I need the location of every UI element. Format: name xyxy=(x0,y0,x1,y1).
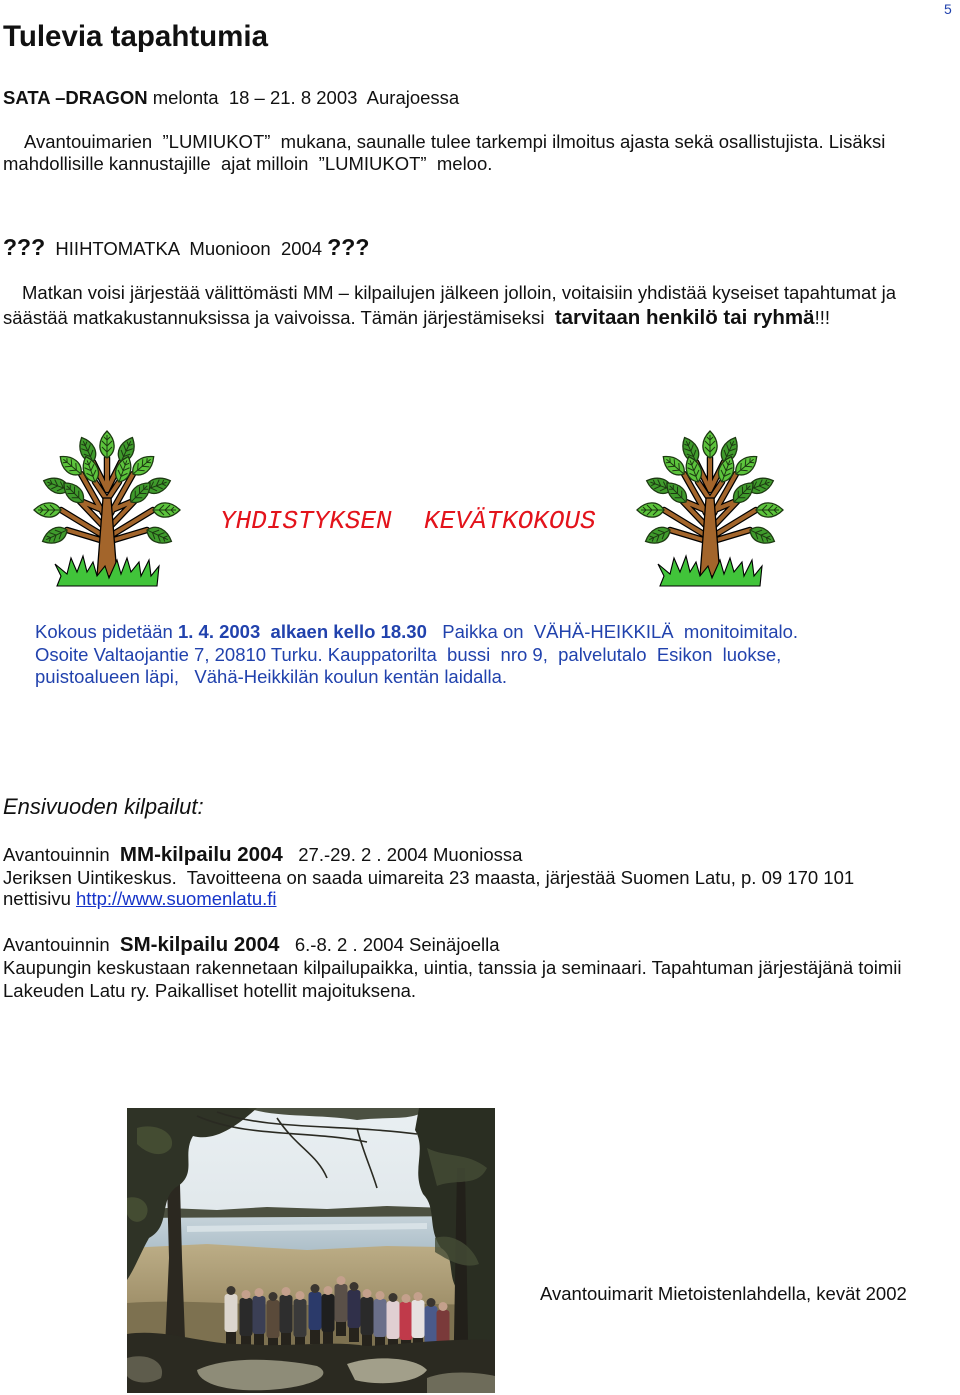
competition-prefix: Avantouinnin xyxy=(3,844,120,865)
event-details: melonta 18 – 21. 8 2003 Aurajoessa xyxy=(147,87,460,108)
ski-trip-heading xyxy=(3,236,369,260)
photo-person xyxy=(253,1288,266,1348)
photo-person xyxy=(348,1282,361,1342)
page-number: 5 xyxy=(944,1,952,17)
meeting-place: Paikka on VÄHÄ-HEIKKILÄ monitoimitalo. xyxy=(426,621,799,642)
competitions-heading: Ensivuoden kilpailut: xyxy=(3,794,204,819)
page-title: Tulevia tapahtumia xyxy=(3,20,269,53)
sata-dragon-text-line: Avantouimarien ”LUMIUKOT” mukana, saunalle tulee tarkempi ilmoitus ajasta sekä osallistujista. Lisäksi xyxy=(24,131,886,152)
competition-name: SM-kilpailu 2004 xyxy=(119,933,280,956)
exclamation-marks: !!! xyxy=(814,307,830,328)
event-name: SATA –DRAGON xyxy=(3,87,148,108)
ski-trip-text-line: Matkan voisi järjestää välittömästi MM – kilpailujen jälkeen jolloin, voitaisiin yhdistää kyseiset tapahtumat ja xyxy=(22,282,897,303)
meeting-info-line xyxy=(35,621,798,643)
ski-trip-text-line xyxy=(3,307,830,329)
tree-icon xyxy=(636,430,784,588)
photo-person xyxy=(240,1290,253,1350)
meeting-time: 1. 4. 2003 alkaen kello 18.30 xyxy=(177,621,427,642)
meeting-info-line: Osoite Valtaojantie 7, 20810 Turku. Kauppatorilta bussi nro 9, palvelutalo Esikon luokse, xyxy=(35,644,782,665)
photo-person xyxy=(361,1289,374,1349)
mm-competition-heading xyxy=(3,844,522,866)
website-link[interactable]: http://www.suomenlatu.fi xyxy=(76,888,277,909)
meeting-info-line: puistoalueen läpi, Vähä-Heikkilän koulun kentän laidalla. xyxy=(35,666,508,687)
meeting-text: Kokous pidetään xyxy=(35,621,178,642)
photo-person xyxy=(225,1286,238,1346)
photo-person xyxy=(294,1291,307,1351)
photo-person xyxy=(309,1284,322,1344)
meeting-heading-word: KEVÄTKOKOUS xyxy=(424,506,596,536)
photo-person xyxy=(322,1286,335,1346)
mm-competition-link-line xyxy=(3,888,277,910)
meeting-heading-word: YHDISTYKSEN xyxy=(220,506,392,536)
competition-details: 27.-29. 2 . 2004 Muoniossa xyxy=(282,844,523,865)
sm-competition-heading xyxy=(3,934,500,956)
competition-details: 6.-8. 2 . 2004 Seinäjoella xyxy=(279,934,500,955)
competition-name: MM-kilpailu 2004 xyxy=(119,843,283,866)
photo-person xyxy=(374,1291,387,1351)
sm-competition-text-line: Kaupungin keskustaan rakennetaan kilpailupaikka, uintia, tanssia ja seminaari. Tapahtuman järjestäjänä toimii xyxy=(3,957,902,978)
event-photo xyxy=(127,1108,495,1393)
competition-prefix: Avantouinnin xyxy=(3,934,120,955)
photo-person xyxy=(280,1287,293,1347)
sata-dragon-text-line: mahdollisille kannustajille ajat milloin ”LUMIUKOT” meloo. xyxy=(3,153,493,174)
link-prefix: nettisivu xyxy=(3,888,77,909)
question-marks: ??? xyxy=(3,234,46,260)
tree-icon xyxy=(33,430,181,588)
sm-competition-text-line: Lakeuden Latu ry. Paikalliset hotellit majoituksena. xyxy=(3,980,417,1001)
ski-trip-text: säästää matkakustannuksissa ja vaivoissa. Tämän järjestämiseksi xyxy=(3,307,555,328)
photo-person xyxy=(335,1276,348,1336)
ski-trip-title: HIIHTOMATKA Muonioon 2004 xyxy=(45,238,328,259)
sata-dragon-heading xyxy=(3,87,459,109)
photo-caption: Avantouimarit Mietoistenlahdella, kevät 2002 xyxy=(540,1283,907,1304)
ski-trip-emphasis: tarvitaan henkilö tai ryhmä xyxy=(554,306,815,329)
mm-competition-text-line: Jeriksen Uintikeskus. Tavoitteena on saada uimareita 23 maasta, järjestää Suomen Latu, p. 09 170 101 xyxy=(3,867,855,888)
photo-person xyxy=(267,1292,280,1352)
question-marks: ??? xyxy=(327,234,370,260)
